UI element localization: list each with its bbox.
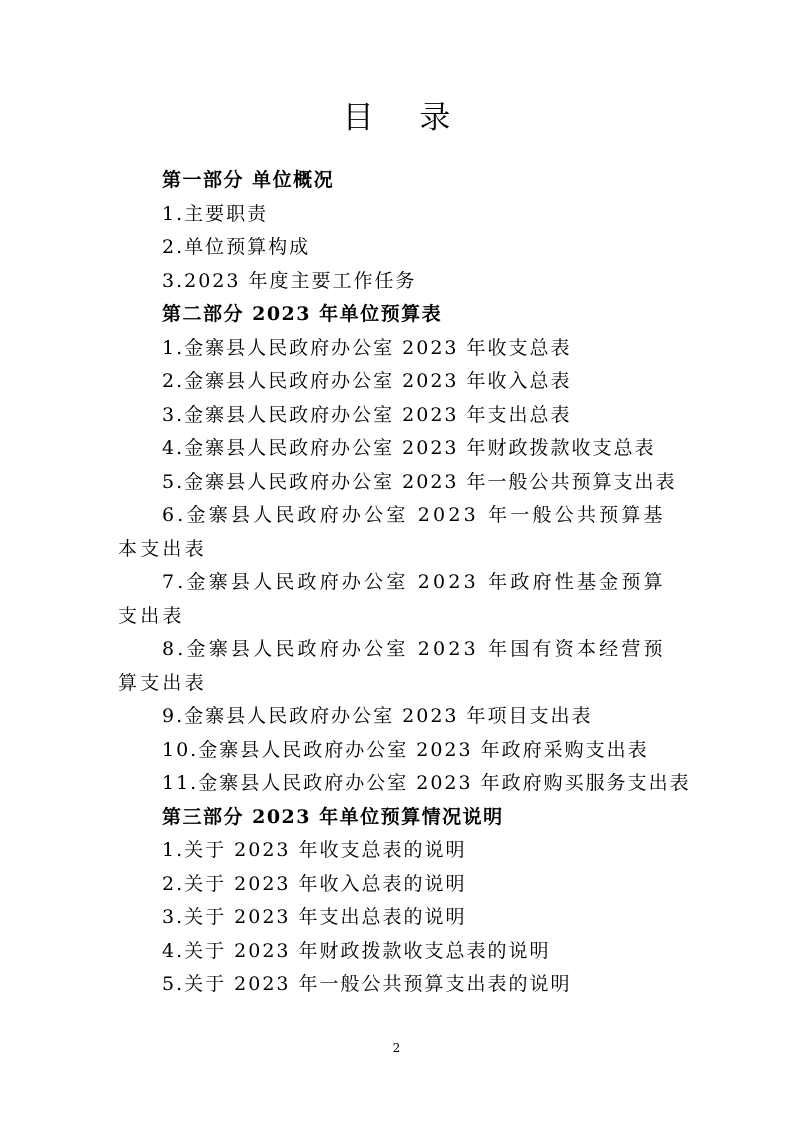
- toc-part1-heading[interactable]: 第一部分 单位概况: [162, 169, 335, 191]
- toc-entry[interactable]: 8.金寨县人民政府办公室 2023 年国有资本经营预算支出表: [118, 638, 666, 694]
- toc-entry[interactable]: 5.金寨县人民政府办公室 2023 年一般公共预算支出表: [162, 470, 677, 493]
- toc-entry[interactable]: 7.金寨县人民政府办公室 2023 年政府性基金预算支出表: [118, 571, 666, 627]
- toc-entry[interactable]: 2.关于 2023 年收入总表的说明: [162, 872, 467, 895]
- toc-entry[interactable]: 3.金寨县人民政府办公室 2023 年支出总表: [162, 403, 572, 426]
- toc-entry[interactable]: 9.金寨县人民政府办公室 2023 年项目支出表: [162, 705, 593, 727]
- toc-entry[interactable]: 4.金寨县人民政府办公室 2023 年财政拨款收支总表: [162, 437, 656, 459]
- toc-entry[interactable]: 3.关于 2023 年支出总表的说明: [162, 906, 467, 928]
- toc-part3-heading[interactable]: 第三部分 2023 年单位预算情况说明: [162, 805, 504, 828]
- page-number: 2: [392, 1041, 401, 1055]
- toc-entry[interactable]: 1.主要职责: [162, 202, 269, 225]
- toc-entry[interactable]: 1.关于 2023 年收支总表的说明: [162, 839, 467, 861]
- toc-entry[interactable]: 5.关于 2023 年一般公共预算支出表的说明: [162, 973, 572, 995]
- toc-entry[interactable]: 2.单位预算构成: [162, 236, 311, 258]
- toc-entry[interactable]: 10.金寨县人民政府办公室 2023 年政府采购支出表: [162, 738, 649, 761]
- table-of-contents: [118, 164, 691, 1002]
- toc-entry[interactable]: 1.金寨县人民政府办公室 2023 年收支总表: [162, 336, 572, 359]
- toc-entry[interactable]: 11.金寨县人民政府办公室 2023 年政府购买服务支出表: [162, 772, 691, 794]
- toc-entry[interactable]: 4.关于 2023 年财政拨款收支总表的说明: [162, 939, 551, 962]
- toc-part2-heading[interactable]: 第二部分 2023 年单位预算表: [162, 303, 443, 325]
- toc-entry[interactable]: 6.金寨县人民政府办公室 2023 年一般公共预算基本支出表: [118, 504, 666, 560]
- toc-entry[interactable]: 3.2023 年度主要工作任务: [162, 269, 417, 292]
- toc-entry[interactable]: 2.金寨县人民政府办公室 2023 年收入总表: [162, 370, 572, 392]
- page-title: 目 录: [342, 100, 469, 136]
